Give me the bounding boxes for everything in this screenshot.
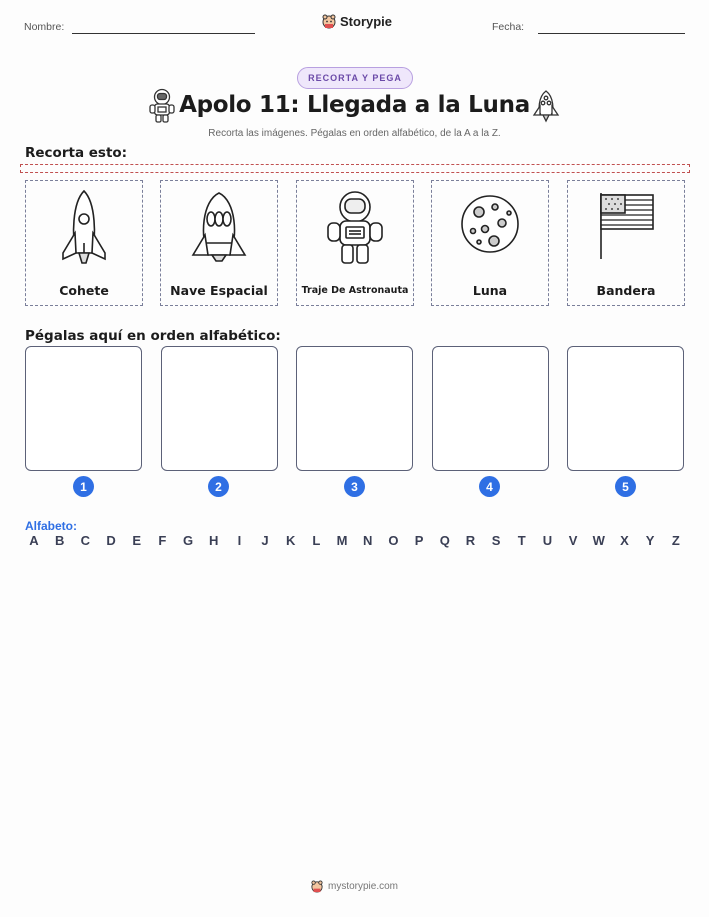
alphabet-letter: W <box>592 533 605 548</box>
alphabet-letter: O <box>388 533 399 548</box>
alphabet-letter: T <box>517 533 526 548</box>
alphabet-letter: N <box>363 533 373 548</box>
alphabet-letter: D <box>106 533 116 548</box>
paste-slot-2[interactable] <box>161 346 278 471</box>
alphabet-letter: X <box>620 533 629 548</box>
alphabet-letter: C <box>80 533 91 548</box>
name-label: Nombre: <box>24 21 65 33</box>
rocket-icon <box>51 187 117 275</box>
paste-slot-4[interactable] <box>432 346 549 471</box>
alphabet-letter: Z <box>671 533 680 548</box>
cut-card-spaceship[interactable] <box>160 180 278 306</box>
name-line[interactable] <box>72 33 255 34</box>
cut-card-flag[interactable] <box>567 180 685 306</box>
alphabet-row <box>25 533 685 548</box>
storypie-logo-icon <box>322 14 336 29</box>
brand-name: Storypie <box>340 14 393 29</box>
flag-icon <box>593 187 659 275</box>
alphabet-letter: P <box>414 533 424 548</box>
moon-icon <box>457 187 523 275</box>
date-label: Fecha: <box>492 21 525 33</box>
alphabet-letter: H <box>209 533 219 548</box>
spaceship-small-icon <box>532 89 560 123</box>
paste-slot-3[interactable] <box>296 346 413 471</box>
instructions: Recorta las imágenes. Pégalas en orden alfabético, de la A a la Z. <box>208 128 501 139</box>
alphabet-letter: U <box>542 533 553 548</box>
paste-slot-5[interactable] <box>567 346 684 471</box>
paste-heading: Pégalas aquí en orden alfabético: <box>25 328 281 344</box>
alphabet-letter: E <box>132 533 142 548</box>
card-label: Nave Espacial <box>170 283 268 298</box>
cut-dashed-line <box>20 164 690 173</box>
alphabet-letter: S <box>491 533 501 548</box>
paste-slot-1[interactable] <box>25 346 142 471</box>
slot-number-2: 2 <box>208 476 229 497</box>
alphabet-letter: G <box>182 533 194 548</box>
alphabet-letter: A <box>29 533 39 548</box>
card-label: Bandera <box>596 283 656 298</box>
alphabet-letter: K <box>286 533 296 548</box>
alphabet-letter: B <box>54 533 65 548</box>
alphabet-heading: Alfabeto: <box>25 519 77 533</box>
alphabet-letter: J <box>261 533 269 548</box>
cut-card-rocket[interactable] <box>25 180 143 306</box>
alphabet-letter: L <box>312 533 321 548</box>
alphabet-letter: V <box>568 533 578 548</box>
alphabet-letter: Q <box>439 533 450 548</box>
slot-number-4: 4 <box>479 476 500 497</box>
cut-card-astronaut-suit[interactable] <box>296 180 414 306</box>
card-label: Cohete <box>59 283 109 298</box>
footer-site[interactable]: mystorypie.com <box>327 881 398 892</box>
alphabet-letter: R <box>465 533 476 548</box>
slot-number-3: 3 <box>344 476 365 497</box>
storypie-logo-icon <box>311 880 323 893</box>
footer <box>0 880 709 893</box>
slot-number-1: 1 <box>73 476 94 497</box>
page-title: Apolo 11: Llegada a la Luna <box>179 92 530 118</box>
card-label: Luna <box>472 283 508 298</box>
astronaut-icon <box>322 187 388 275</box>
alphabet-letter: M <box>336 533 348 548</box>
cut-card-moon[interactable] <box>431 180 549 306</box>
activity-badge: RECORTA Y PEGA <box>297 67 413 89</box>
slot-number-5: 5 <box>615 476 636 497</box>
brand-logo <box>322 14 392 29</box>
alphabet-letter: Y <box>645 533 655 548</box>
cut-heading: Recorta esto: <box>25 145 128 161</box>
alphabet-letter: I <box>237 533 242 548</box>
spaceship-icon <box>186 187 252 275</box>
card-label: Traje De Astronauta <box>301 285 409 296</box>
date-line[interactable] <box>538 33 685 34</box>
alphabet-letter: F <box>158 533 167 548</box>
